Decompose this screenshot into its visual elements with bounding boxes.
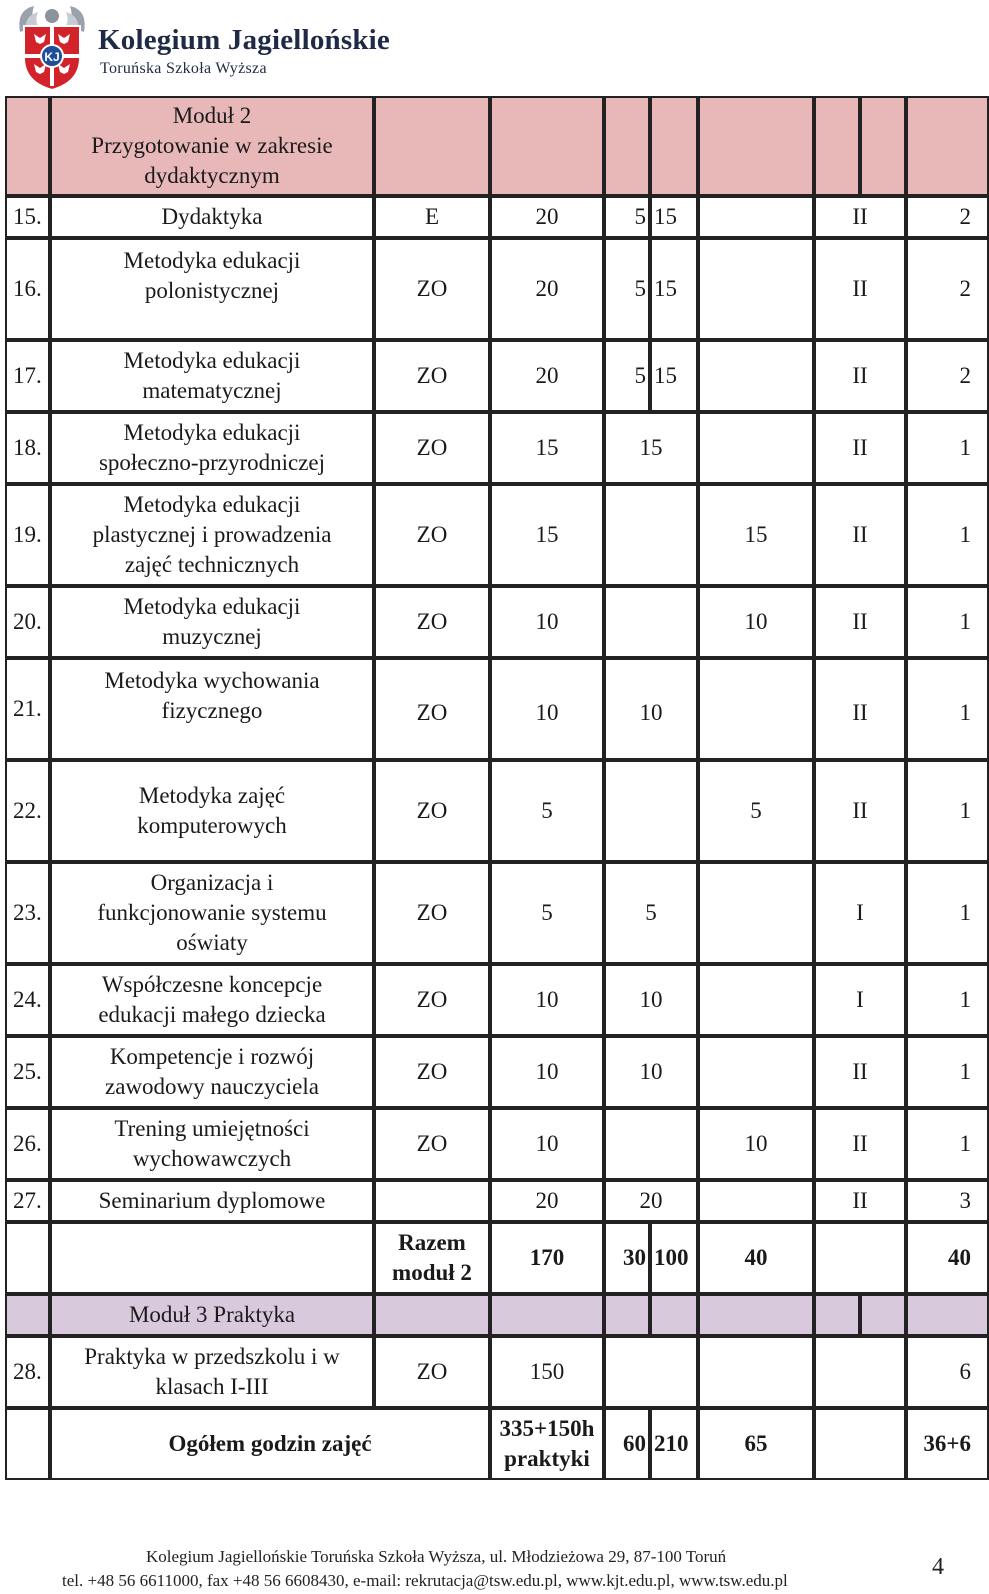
module2-header-row [5,96,989,196]
table-row: 17. Metodyka edukacji matematycznej ZO 20 5 15 II 2 [5,340,989,412]
table-row: 15. Dydaktyka E 20 5 15 II 2 [5,196,989,238]
module2-title: Moduł 2 Przygotowanie w zakresie dydaktycznym [50,96,374,196]
table-row: 28. Praktyka w przedszkolu i w klasach I-III ZO 150 6 [5,1336,989,1408]
table-row: 24. Współczesne koncepcje edukacji małego dziecka ZO 10 10 I 1 [5,964,989,1036]
overall-total-label: Ogółem godzin zajęć [50,1408,490,1480]
table-row: 20. Metodyka edukacji muzycznej ZO 10 10 II 1 [5,586,989,658]
overall-total-hours: 335+150h praktyki [490,1408,604,1480]
table-row: 27. Seminarium dyplomowe 20 20 II 3 [5,1180,989,1222]
module3-title: Moduł 3 Praktyka [50,1294,374,1336]
footer-address: Kolegium Jagiellońskie Toruńska Szkoła Wyższa, ul. Młodzieżowa 29, 87-100 Toruń [146,1547,727,1566]
table-row: 21. Metodyka wychowania fizycznego ZO 10 10 II 1 [5,658,989,760]
overall-total-row: Ogółem godzin zajęć 335+150h praktyki 60 210 65 36+6 [5,1408,989,1480]
table-row: 25. Kompetencje i rozwój zawodowy nauczyciela ZO 10 10 II 1 [5,1036,989,1108]
table-row: 26. Trening umiejętności wychowawczych ZO 10 10 II 1 [5,1108,989,1180]
module2-summary-label: Razem moduł 2 [374,1222,490,1294]
table-row: 18. Metodyka edukacji społeczno-przyrodniczej ZO 15 15 II 1 [5,412,989,484]
page-number: 4 [932,1554,944,1580]
document-header [12,2,612,92]
table-row: 16. Metodyka edukacji polonistycznej ZO 20 5 15 II 2 [5,238,989,340]
table-row: 19. Metodyka edukacji plastycznej i prowadzenia zajęć technicznych ZO 15 15 II 1 [5,484,989,586]
table-row: 22. Metodyka zajęć komputerowych ZO 5 5 II 1 [5,760,989,862]
module3-header-row [5,1294,989,1336]
table-row: 23. Organizacja i funkcjonowanie systemu oświaty ZO 5 5 I 1 [5,862,989,964]
college-crest-logo [12,2,92,92]
footer-contact: tel. +48 56 6611000, fax +48 56 6608430, e-mail: rekrutacja@tsw.edu.pl, www.kjt.edu.pl, www.tsw.edu.pl [62,1571,788,1590]
svg-text:KJ: KJ [44,50,60,64]
college-name: Kolegium Jagiellońskie [98,24,390,56]
curriculum-table [5,96,989,1480]
module2-summary-row: Razem moduł 2 170 30 100 40 40 [5,1222,989,1294]
college-subtitle: Toruńska Szkoła Wyższa [100,60,267,77]
